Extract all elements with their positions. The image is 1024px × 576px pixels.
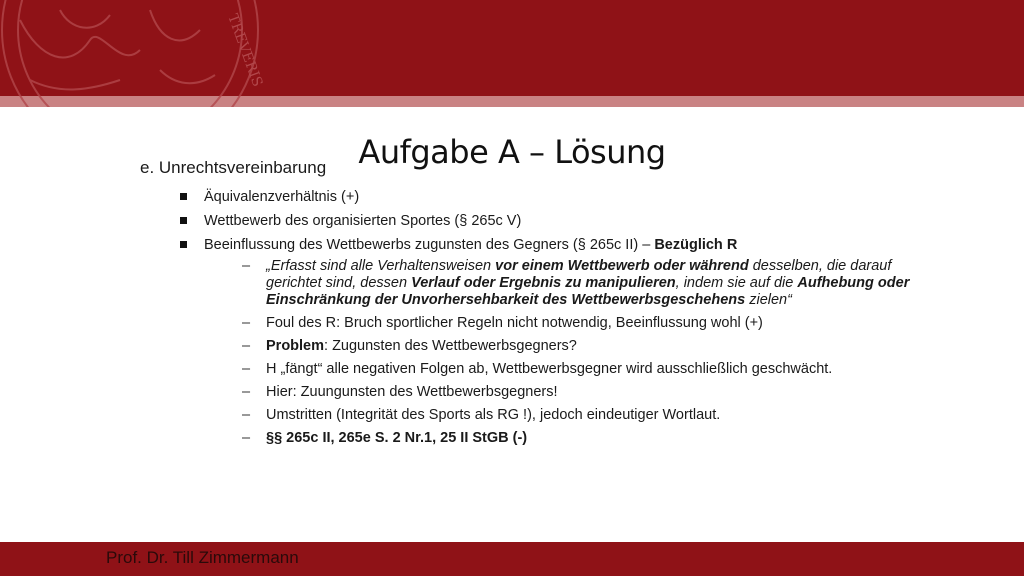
square-bullet-icon (180, 241, 187, 248)
sub-list (204, 258, 930, 447)
dash-bullet-icon: – (242, 258, 251, 274)
sub-item-h: – H „fängt“ alle negativen Folgen ab, Wettbewerbsgegner wird ausschließlich geschwächt. (242, 361, 833, 377)
sub-item-quote: – „Erfasst sind alle Verhaltensweisen vor einem Wettbewerb oder während desselben, die darauf gerichtet sind, dessen Verlauf oder Ergebnis zu manipulieren, indem sie auf die Aufhebung oder Einschränkung der Unvorhersehbarkeit des Wettbewerbsgeschehens zielen“ (242, 258, 910, 308)
bullet-list (140, 188, 930, 447)
university-seal (0, 0, 270, 107)
dash-bullet-icon: – (242, 361, 251, 377)
bullet-item: Beeinflussung des Wettbewerbs zugunsten des Gegners (§ 265c II) – Bezüglich R – „Erfasst sind alle Verhaltensweisen vor einem Wettbewerb oder während desselben, die darauf gerichtet sind, dessen Verlauf oder Ergebnis zu manipulieren, indem sie auf die Aufhebung oder Einschränkung der Unvorhersehbarkeit des Wettbewerbsgeschehens zielen“ – Foul des R: Bruch sportlicher Regeln nicht notwendig, Beeinflussung wohl (+) – Problem: Zugunsten des Wettbewerbsgegners? – H „fängt“ alle negativen Folgen ab, Wettbewerbsgegner wird ausschließlich geschwächt. – Hier: Zuungunsten des Wettbewerbsgegners! – Umstritten (Integrität des Sports als RG !), jedoch eindeutiger Wortlaut. – §§ 265c II, 265e S. 2 Nr.1, 25 II StGB (-) (180, 236, 930, 447)
sub-item-problem: – Problem: Zugunsten des Wettbewerbsgegners? (242, 338, 577, 354)
sub-item-umstritten: – Umstritten (Integrität des Sports als RG !), jedoch eindeutiger Wortlaut. (242, 407, 721, 423)
sub-item-foul: – Foul des R: Bruch sportlicher Regeln nicht notwendig, Beeinflussung wohl (+) (242, 315, 763, 331)
dash-bullet-icon: – (242, 315, 251, 331)
footer-author: Prof. Dr. Till Zimmermann (106, 548, 299, 567)
sub-item-hier: – Hier: Zuungunsten des Wettbewerbsgegners! (242, 384, 558, 400)
dash-bullet-icon: – (242, 384, 251, 400)
slide-content (140, 158, 930, 453)
section-heading: e. Unrechtsvereinbarung (140, 158, 327, 177)
square-bullet-icon (180, 217, 187, 224)
dash-bullet-icon: – (242, 338, 251, 354)
bullet-item: Wettbewerb des organisierten Sportes (§ 265c V) (180, 212, 930, 230)
square-bullet-icon (180, 193, 187, 200)
sub-item-conclusion: – §§ 265c II, 265e S. 2 Nr.1, 25 II StGB (-) (242, 430, 528, 446)
bullet-item: Äquivalenzverhältnis (+) (180, 188, 930, 206)
dash-bullet-icon: – (242, 430, 251, 446)
page-title: Aufgabe A – Lösung (358, 133, 666, 172)
seal-text: TREVERIS (224, 11, 266, 89)
dash-bullet-icon: – (242, 407, 251, 423)
